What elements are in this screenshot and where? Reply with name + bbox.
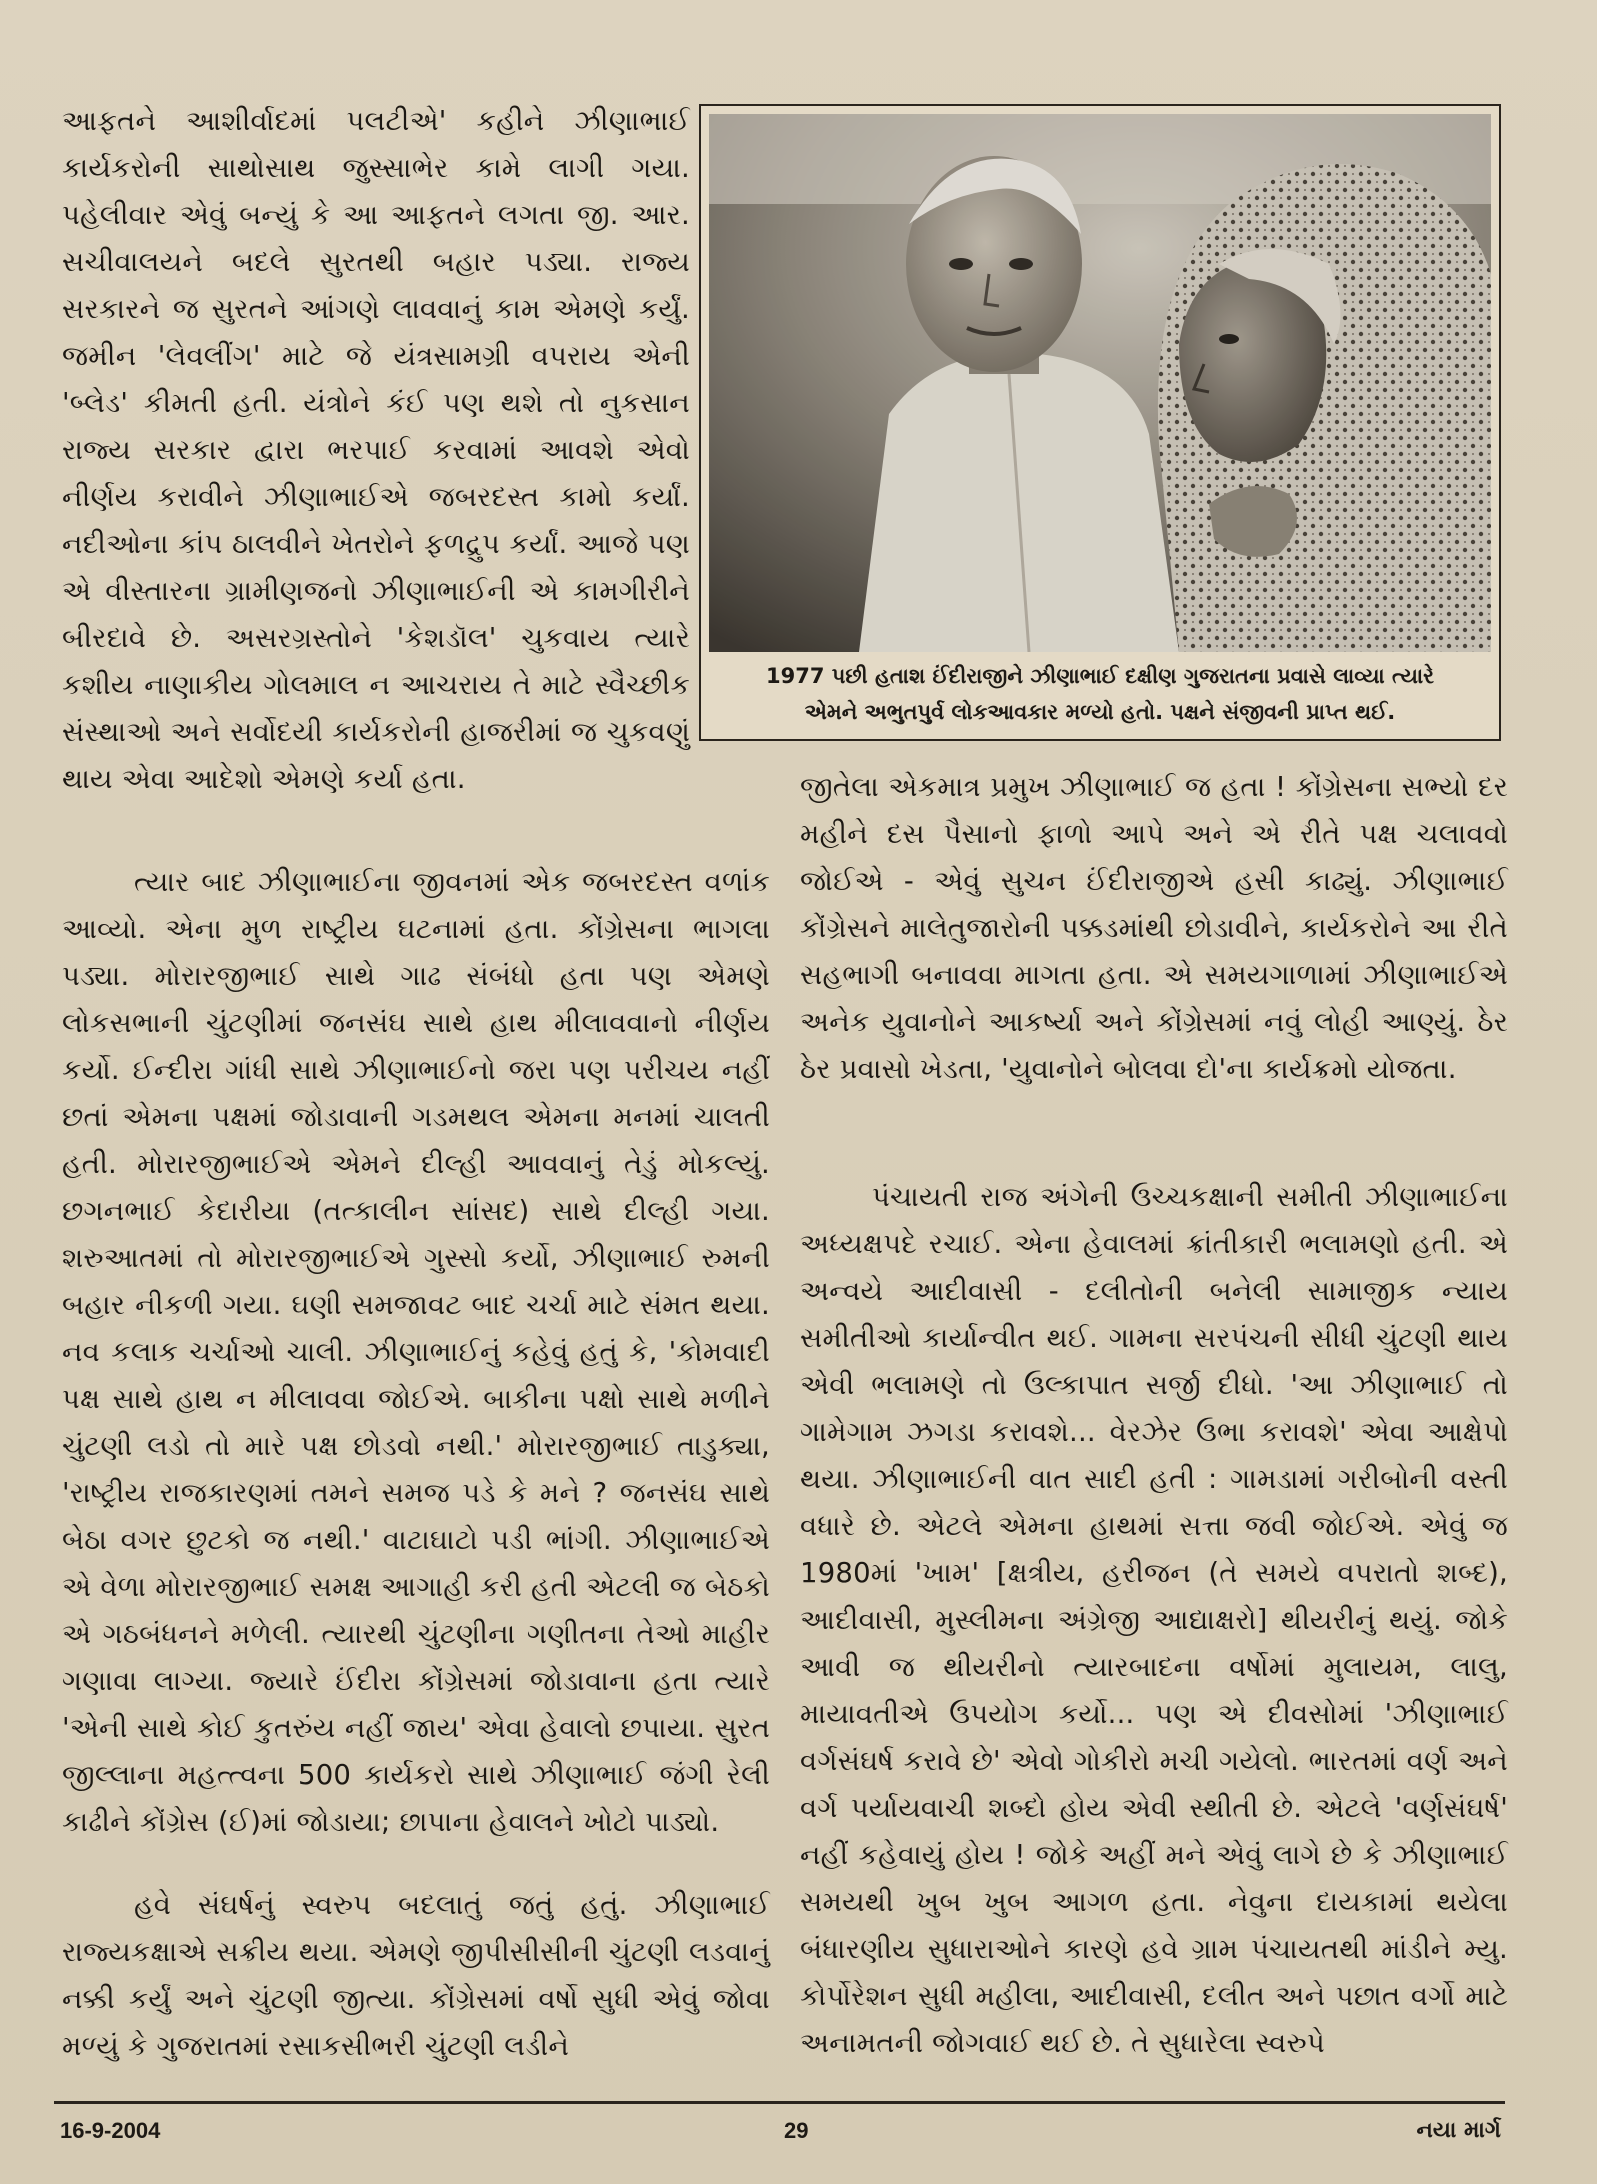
news-photo	[709, 114, 1491, 652]
photo-caption	[711, 658, 1489, 730]
photo-figure	[699, 104, 1501, 741]
footer-divider	[54, 2101, 1505, 2104]
page-number: 29	[784, 2118, 809, 2143]
footer-date: 16-9-2004	[60, 2118, 161, 2143]
body-paragraph: ત્યાર બાદ ઝીણાભાઈના જીવનમાં એક જબરદસ્ત વળાંક આવ્યો. એના મુળ રાષ્ટ્રીય ઘટનામાં હતા. કોંગ્રેસના ભાગલા પડ્યા. મોરારજીભાઈ સાથે ગાઢ સંબંધો હતા પણ એમણે લોકસભાની ચુંટણીમાં જનસંઘ સાથે હાથ મીલાવવાનો નીર્ણય કર્યો. ઈન્દીરા ગાંધી સાથે ઝીણાભાઈનો જરા પણ પરીચય નહીં છતાં એમના પક્ષમાં જોડાવાની ગડમથલ એમના મનમાં ચાલતી હતી. મોરારજીભાઈએ એમને દીલ્હી આવવાનું તેડું મોકલ્યું. છગનભાઈ કેદારીયા (તત્કાલીન સાંસદ) સાથે દીલ્હી ગયા. શરુઆતમાં તો મોરારજીભાઈએ ગુસ્સો કર્યો, ઝીણાભાઈ રુમની બહાર નીકળી ગયા. ઘણી સમજાવટ બાદ ચર્ચા માટે સંમત થયા. નવ કલાક ચર્ચાઓ ચાલી. ઝીણાભાઈનું કહેવું હતું કે, 'કોમવાદી પક્ષ સાથે હાથ ન મીલાવવા જોઈએ. બાકીના પક્ષો સાથે મળીને ચુંટણી લડો તો મારે પક્ષ છોડવો નથી.' મોરારજીભાઈ તાડુક્યા, 'રાષ્ટ્રીય રાજકારણમાં તમને સમજ પડે કે મને ? જનસંઘ સાથે બેઠા વગર છુટકો જ નથી.' વાટાઘાટો પડી ભાંગી. ઝીણાભાઈએ એ વેળા મોરારજીભાઈ સમક્ષ આગાહી કરી હતી એટલી જ બેઠકો એ ગઠબંધનને મળેલી. ત્યારથી ચુંટણીના ગણીતના તેઓ માહીર ગણાવા લાગ્યા. જ્યારે ઈંદીરા કોંગ્રેસમાં જોડાવાના હતા ત્યારે 'એની સાથે કોઈ કુતરુંય નહીં જાય' એવા હેવાલો છપાયા. સુરત જીલ્લાના મહત્ત્વના 500 કાર્યકરો સાથે ઝીણાભાઈ જંગી રેલી કાઢીને કોંગ્રેસ (ઈ)માં જોડાયા; છાપાના હેવાલને ખોટો પાડ્યો.	[62, 866, 770, 1838]
caption-line: 1977 પછી હતાશ ઈંદીરાજીને ઝીણાભાઈ દક્ષીણ ગુજરાતના પ્રવાસે લાવ્યા ત્યારે	[766, 664, 1434, 688]
photo-image	[709, 114, 1491, 652]
body-paragraph: આફતને આશીર્વાદમાં પલટીએ' કહીને ઝીણાભાઈ કાર્યકરોની સાથોસાથ જુસ્સાભેર કામે લાગી ગયા. પહેલીવાર એવું બન્યું કે આ આફતને લગતા જી. આર. સચીવાલયને બદલે સુરતથી બહાર પડ્યા. રાજ્ય સરકારને જ સુરતને આંગણે લાવવાનું કામ એમણે કર્યું. જમીન 'લેવલીંગ' માટે જે યંત્રસામગ્રી વપરાય એની 'બ્લેડ' કીમતી હતી. યંત્રોને કંઈ પણ થશે તો નુકસાન રાજ્ય સરકાર દ્વારા ભરપાઈ કરવામાં આવશે એવો નીર્ણય કરાવીને ઝીણાભાઈએ જબરદસ્ત કામો કર્યાં. નદીઓના કાંપ ઠાલવીને ખેતરોને ફળદ્રુપ કર્યાં. આજે પણ એ વીસ્તારના ગ્રામીણજનો ઝીણાભાઈની એ કામગીરીને બીરદાવે છે. અસરગ્રસ્તોને 'કેશડૉલ' ચુકવાય ત્યારે કશીય નાણાકીય ગોલમાલ ન આચરાય તે માટે સ્વૈચ્છીક સંસ્થાઓ અને સર્વોદયી કાર્યકરોની હાજરીમાં જ ચુકવણું થાય એવા આદેશો એમણે કર્યા હતા.	[62, 105, 690, 795]
body-paragraph: જીતેલા એકમાત્ર પ્રમુખ ઝીણાભાઈ જ હતા ! કોંગ્રેસના સભ્યો દર મહીને દસ પૈસાનો ફાળો આપે અને એ રીતે પક્ષ ચલાવવો જોઈએ - એવું સુચન ઈંદીરાજીએ હસી કાઢ્યું. ઝીણાભાઈ કોંગ્રેસને માલેતુજારોની પક્કડમાંથી છોડાવીને, કાર્યકરોને આ રીતે સહભાગી બનાવવા માગતા હતા. એ સમયગાળામાં ઝીણાભાઈએ અનેક યુવાનોને આકર્ષ્યા અને કોંગ્રેસમાં નવું લોહી આણ્યું. ઠેર ઠેર પ્રવાસો ખેડતા, 'યુવાનોને બોલવા દો'ના કાર્યક્રમો યોજતા.	[800, 771, 1508, 1085]
caption-line: એમને અભુતપુર્વ લોકઆવકાર મળ્યો હતો. પક્ષને સંજીવની પ્રાપ્ત થઈ.	[804, 700, 1396, 724]
body-paragraph: પંચાયતી રાજ અંગેની ઉચ્ચકક્ષાની સમીતી ઝીણાભાઈના અધ્યક્ષપદે રચાઈ. એના હેવાલમાં ક્રાંતીકારી ભલામણો હતી. એ અન્વયે આદીવાસી - દલીતોની બનેલી સામાજીક ન્યાય સમીતીઓ કાર્યાન્વીત થઈ. ગામના સરપંચની સીધી ચુંટણી થાય એવી ભલામણે તો ઉલ્કાપાત સર્જી દીધો. 'આ ઝીણાભાઈ તો ગામેગામ ઝગડા કરાવશે... વેરઝેર ઉભા કરાવશે' એવા આક્ષેપો થયા. ઝીણાભાઈની વાત સાદી હતી : ગામડામાં ગરીબોની વસ્તી વધારે છે. એટલે એમના હાથમાં સત્તા જવી જોઈએ. એવું જ 1980માં 'ખામ' [ક્ષત્રીય, હરીજન (તે સમયે વપરાતો શબ્દ), આદીવાસી, મુસ્લીમના અંગ્રેજી આદ્યાક્ષરો] થીયરીનું થયું. જોકે આવી જ થીયરીનો ત્યારબાદના વર્ષોમાં મુલાયમ, લાલુ, માયાવતીએ ઉપયોગ કર્યો... પણ એ દીવસોમાં 'ઝીણાભાઈ વર્ગસંઘર્ષ કરાવે છે' એવો ગોકીરો મચી ગયેલો. ભારતમાં વર્ણ અને વર્ગ પર્યાયવાચી શબ્દો હોય એવી સ્થીતી છે. એટલે 'વર્ણસંઘર્ષ' નહીં કહેવાયું હોય ! જોકે અહીં મને એવું લાગે છે કે ઝીણાભાઈ સમયથી ખુબ ખુબ આગળ હતા. નેવુના દાયકામાં થયેલા બંધારણીય સુધારાઓને કારણે હવે ગ્રામ પંચાયતથી માંડીને મ્યુ. કોર્પોરેશન સુધી મહીલા, આદીવાસી, દલીત અને પછાત વર્ગો માટે અનામતની જોગવાઈ થઈ છે. તે સુધારેલા સ્વરુપે	[800, 1181, 1508, 2059]
magazine-name: નયા માર્ગ	[1416, 2118, 1501, 2143]
body-paragraph: હવે સંઘર્ષનું સ્વરુપ બદલાતું જતું હતું. ઝીણાભાઈ રાજ્યકક્ષાએ સક્રીય થયા. એમણે જીપીસીસીની ચુંટણી લડવાનું નક્કી કર્યું અને ચુંટણી જીત્યા. કોંગ્રેસમાં વર્ષો સુધી એવું જોવા મળ્યું કે ગુજરાતમાં રસાકસીભરી ચુંટણી લડીને	[62, 1889, 770, 2062]
